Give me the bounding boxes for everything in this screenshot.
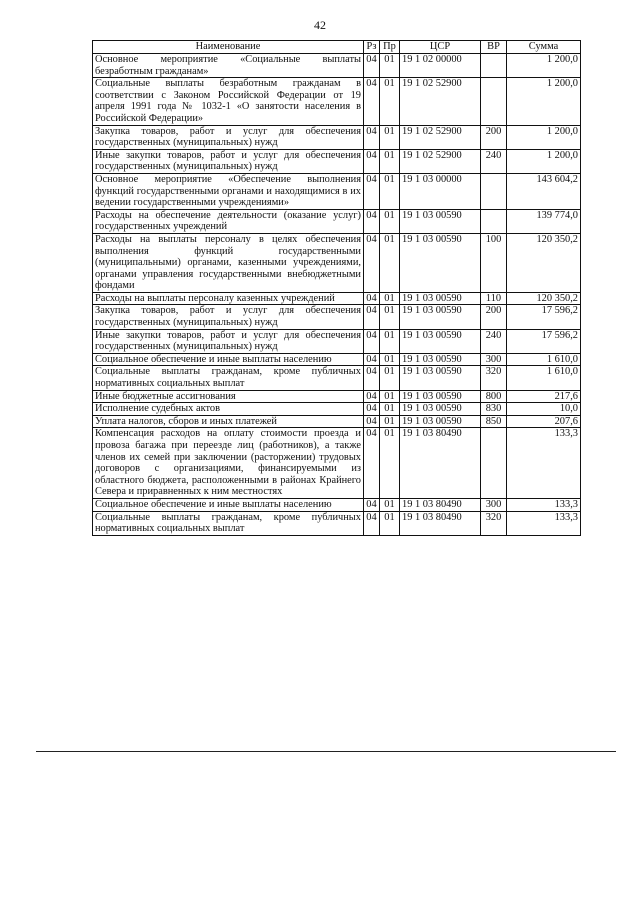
row-name-cell: Расходы на выплаты персоналу казенных учреждений — [93, 292, 364, 305]
row-csr-cell: 19 1 03 00590 — [400, 390, 481, 403]
row-name-cell: Социальные выплаты гражданам, кроме публичных нормативных социальных выплат — [93, 366, 364, 390]
row-rz-cell: 04 — [364, 353, 380, 366]
table-header-row — [93, 41, 581, 54]
row-csr-cell: 19 1 03 80490 — [400, 511, 481, 535]
row-vr-cell — [481, 54, 507, 78]
row-rz-cell: 04 — [364, 78, 380, 125]
row-pr-cell: 01 — [380, 415, 400, 428]
row-rz-cell: 04 — [364, 292, 380, 305]
row-name-cell: Компенсация расходов на оплату стоимости проезда и провоза багажа при переезде лиц (работников), а также членов их семей при заключении (расторжении) трудовых договоров с организациями, финансируемыми из областного бюджета, расположенными в районах Крайнего Севера и приравненных к ним местностях — [93, 428, 364, 499]
header-name: Наименование — [93, 41, 364, 54]
table-row — [93, 292, 581, 305]
row-vr-cell: 850 — [481, 415, 507, 428]
row-name-cell: Иные бюджетные ассигнования — [93, 390, 364, 403]
page-number: 42 — [314, 18, 326, 32]
row-name-cell: Иные закупки товаров, работ и услуг для обеспечения государственных (муниципальных) нужд — [93, 329, 364, 353]
header-sum: Сумма — [507, 41, 581, 54]
row-sum-cell: 1 200,0 — [507, 149, 581, 173]
table-row — [93, 390, 581, 403]
table-row — [93, 498, 581, 511]
row-sum-cell: 139 774,0 — [507, 209, 581, 233]
row-csr-cell: 19 1 03 00590 — [400, 329, 481, 353]
row-vr-cell: 300 — [481, 498, 507, 511]
row-vr-cell: 240 — [481, 329, 507, 353]
row-sum-cell: 1 200,0 — [507, 78, 581, 125]
row-pr-cell: 01 — [380, 329, 400, 353]
row-pr-cell: 01 — [380, 149, 400, 173]
table-row — [93, 209, 581, 233]
row-name-cell: Закупка товаров, работ и услуг для обеспечения государственных (муниципальных) нужд — [93, 305, 364, 329]
row-pr-cell: 01 — [380, 209, 400, 233]
row-rz-cell: 04 — [364, 233, 380, 292]
row-name-cell: Социальные выплаты гражданам, кроме публичных нормативных социальных выплат — [93, 511, 364, 535]
row-csr-cell: 19 1 03 00590 — [400, 415, 481, 428]
row-name-cell: Закупка товаров, работ и услуг для обеспечения государственных (муниципальных) нужд — [93, 125, 364, 149]
row-pr-cell: 01 — [380, 428, 400, 499]
row-csr-cell: 19 1 03 00590 — [400, 209, 481, 233]
row-csr-cell: 19 1 03 00000 — [400, 173, 481, 209]
header-pr: Пр — [380, 41, 400, 54]
row-name-cell: Исполнение судебных актов — [93, 403, 364, 416]
header-vr: ВР — [481, 41, 507, 54]
row-sum-cell: 1 610,0 — [507, 366, 581, 390]
row-rz-cell: 04 — [364, 173, 380, 209]
row-sum-cell: 17 596,2 — [507, 329, 581, 353]
row-csr-cell: 19 1 02 52900 — [400, 125, 481, 149]
row-rz-cell: 04 — [364, 511, 380, 535]
row-vr-cell: 200 — [481, 305, 507, 329]
row-csr-cell: 19 1 03 00590 — [400, 403, 481, 416]
row-csr-cell: 19 1 03 00590 — [400, 233, 481, 292]
row-rz-cell: 04 — [364, 149, 380, 173]
footer-divider — [36, 751, 616, 752]
row-pr-cell: 01 — [380, 292, 400, 305]
row-sum-cell: 120 350,2 — [507, 292, 581, 305]
table-row — [93, 125, 581, 149]
row-rz-cell: 04 — [364, 329, 380, 353]
table-row — [93, 353, 581, 366]
row-vr-cell: 240 — [481, 149, 507, 173]
row-rz-cell: 04 — [364, 305, 380, 329]
row-pr-cell: 01 — [380, 498, 400, 511]
row-sum-cell: 133,3 — [507, 428, 581, 499]
row-csr-cell: 19 1 02 00000 — [400, 54, 481, 78]
row-rz-cell: 04 — [364, 498, 380, 511]
table-row — [93, 173, 581, 209]
row-name-cell: Основное мероприятие «Обеспечение выполнения функций государственными органами и находящимися в их ведении государственными учреждениями» — [93, 173, 364, 209]
table-row — [93, 329, 581, 353]
row-vr-cell: 200 — [481, 125, 507, 149]
row-rz-cell: 04 — [364, 428, 380, 499]
row-pr-cell: 01 — [380, 511, 400, 535]
row-rz-cell: 04 — [364, 390, 380, 403]
row-pr-cell: 01 — [380, 173, 400, 209]
row-vr-cell — [481, 209, 507, 233]
table-row — [93, 149, 581, 173]
row-sum-cell: 133,3 — [507, 511, 581, 535]
table-row — [93, 366, 581, 390]
row-name-cell: Иные закупки товаров, работ и услуг для обеспечения государственных (муниципальных) нужд — [93, 149, 364, 173]
header-rz: Рз — [364, 41, 380, 54]
row-name-cell: Уплата налогов, сборов и иных платежей — [93, 415, 364, 428]
row-pr-cell: 01 — [380, 353, 400, 366]
row-sum-cell: 17 596,2 — [507, 305, 581, 329]
row-csr-cell: 19 1 03 00590 — [400, 292, 481, 305]
row-pr-cell: 01 — [380, 233, 400, 292]
row-sum-cell: 207,6 — [507, 415, 581, 428]
row-rz-cell: 04 — [364, 125, 380, 149]
row-csr-cell: 19 1 03 00590 — [400, 366, 481, 390]
row-vr-cell: 800 — [481, 390, 507, 403]
budget-table — [92, 40, 581, 536]
row-name-cell: Расходы на выплаты персоналу в целях обеспечения выполнения функций государственными (муниципальными) органами, казенными учреждениями, органами управления государственными внебюджетными фондами — [93, 233, 364, 292]
row-sum-cell: 143 604,2 — [507, 173, 581, 209]
table-row — [93, 54, 581, 78]
row-pr-cell: 01 — [380, 125, 400, 149]
table-row — [93, 403, 581, 416]
row-csr-cell: 19 1 03 00590 — [400, 305, 481, 329]
row-vr-cell: 110 — [481, 292, 507, 305]
row-vr-cell — [481, 78, 507, 125]
row-pr-cell: 01 — [380, 78, 400, 125]
row-rz-cell: 04 — [364, 415, 380, 428]
row-pr-cell: 01 — [380, 366, 400, 390]
row-pr-cell: 01 — [380, 390, 400, 403]
row-sum-cell: 120 350,2 — [507, 233, 581, 292]
row-name-cell: Социальное обеспечение и иные выплаты населению — [93, 498, 364, 511]
row-pr-cell: 01 — [380, 54, 400, 78]
row-vr-cell: 320 — [481, 511, 507, 535]
row-name-cell: Социальное обеспечение и иные выплаты населению — [93, 353, 364, 366]
row-sum-cell: 1 200,0 — [507, 54, 581, 78]
row-vr-cell: 830 — [481, 403, 507, 416]
table-row — [93, 415, 581, 428]
header-csr: ЦСР — [400, 41, 481, 54]
row-rz-cell: 04 — [364, 209, 380, 233]
row-vr-cell: 320 — [481, 366, 507, 390]
row-vr-cell — [481, 428, 507, 499]
table-row — [93, 511, 581, 535]
table-row — [93, 233, 581, 292]
row-sum-cell: 217,6 — [507, 390, 581, 403]
row-csr-cell: 19 1 03 80490 — [400, 428, 481, 499]
row-sum-cell: 1 610,0 — [507, 353, 581, 366]
row-name-cell: Основное мероприятие «Социальные выплаты безработным гражданам» — [93, 54, 364, 78]
row-name-cell: Социальные выплаты безработным гражданам в соответствии с Законом Российской Федерации от 19 апреля 1991 года № 1032-1 «О занятости населения в Российской Федерации» — [93, 78, 364, 125]
row-csr-cell: 19 1 02 52900 — [400, 78, 481, 125]
row-pr-cell: 01 — [380, 305, 400, 329]
row-pr-cell: 01 — [380, 403, 400, 416]
row-csr-cell: 19 1 02 52900 — [400, 149, 481, 173]
row-sum-cell: 10,0 — [507, 403, 581, 416]
table-row — [93, 305, 581, 329]
table-row — [93, 78, 581, 125]
row-rz-cell: 04 — [364, 54, 380, 78]
row-csr-cell: 19 1 03 80490 — [400, 498, 481, 511]
row-csr-cell: 19 1 03 00590 — [400, 353, 481, 366]
row-vr-cell: 300 — [481, 353, 507, 366]
table-row — [93, 428, 581, 499]
row-name-cell: Расходы на обеспечение деятельности (оказание услуг) государственных учреждений — [93, 209, 364, 233]
row-sum-cell: 1 200,0 — [507, 125, 581, 149]
row-rz-cell: 04 — [364, 403, 380, 416]
row-vr-cell — [481, 173, 507, 209]
row-vr-cell: 100 — [481, 233, 507, 292]
row-sum-cell: 133,3 — [507, 498, 581, 511]
row-rz-cell: 04 — [364, 366, 380, 390]
